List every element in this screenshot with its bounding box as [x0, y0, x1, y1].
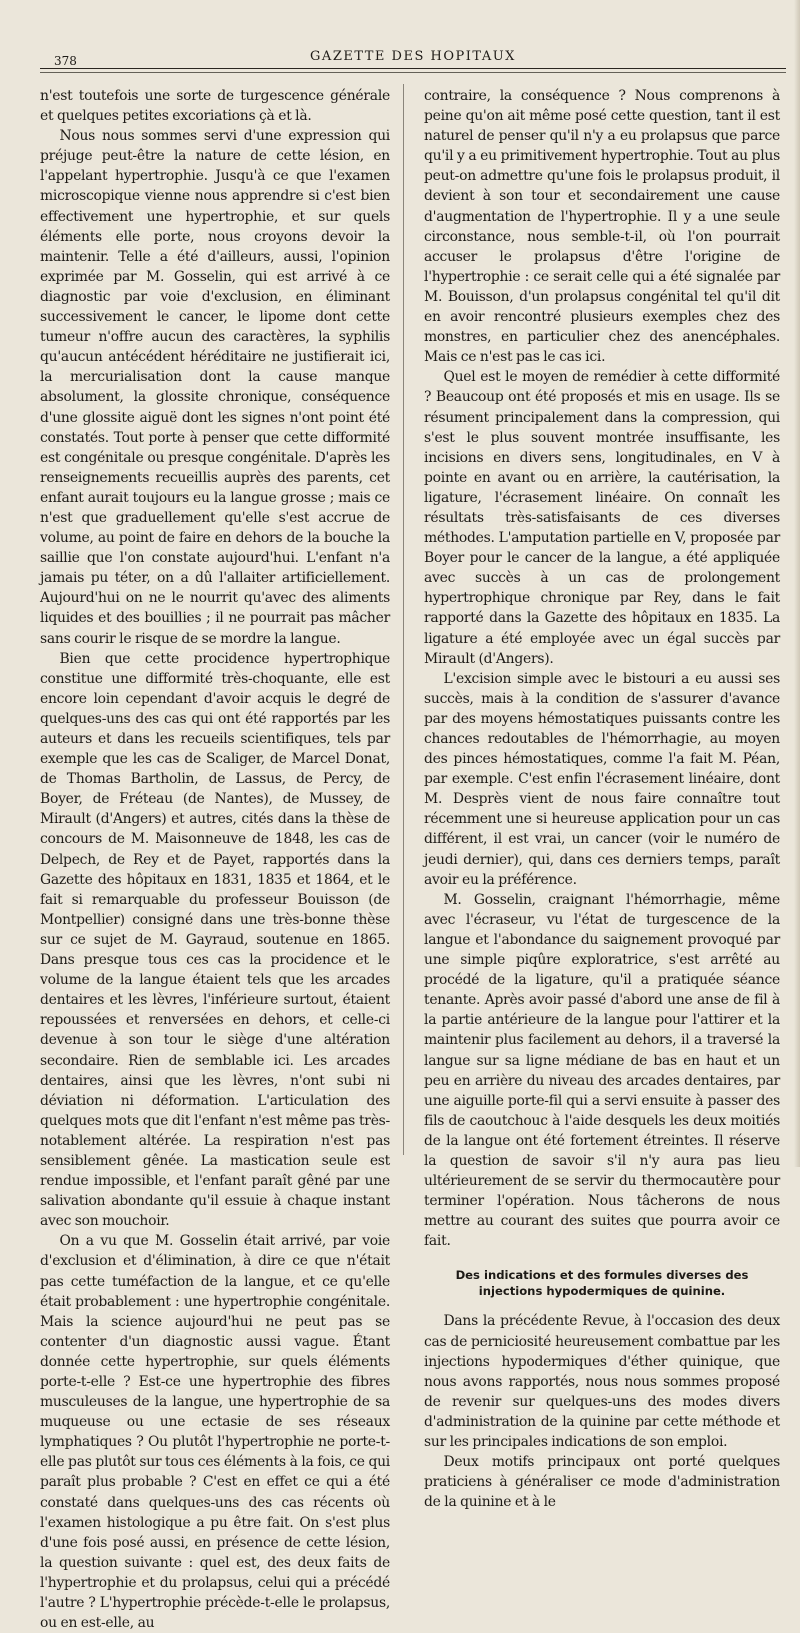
left-paragraph-4: On a vu que M. Gosselin était arrivé, par voie d'exclusion et d'élimination, à dire ce que n'était pas cette tuméfaction de la langue, et ce qu'elle était probablement : une hypertrophie congénitale. Mais la science aujourd'hui ne peut pas se contenter d'un diagnostic aussi vague. Étant donnée cette hypertrophie, sur quels éléments porte-t-elle ? Est-ce une hypertrophie des fibres musculeuses de la langue, une hypertrophie de sa muqueuse ou une ectasie de ses réseaux lymphatiques ? Ou plutôt l'hypertrophie ne porte-t-elle pas plutôt sur tous ces éléments à la fois, ce qui paraît plus probable ? C'est en effet ce qui a été constaté dans quelques-uns des cas récents où l'examen histologique a pu être fait. On s'est plus d'une fois posé aussi, en présence de cette lésion, la question suivante : quel est, des deux faits de l'hypertrophie et du prolapsus, celui qui a précédé l'autre ? L'hypertrophie précède-t-elle le prolapsus, ou en est-elle, au	[40, 1233, 390, 1632]
page-edge-shadow	[794, 0, 800, 1167]
journal-title: GAZETTE DES HOPITAUX	[310, 49, 516, 64]
section-heading: Des indications et des formules diverses des injections hypodermiques de quinine.	[455, 1268, 749, 1299]
left-paragraph-2: Nous nous sommes servi d'une expression qui préjuge peut-être la nature de cette lésion, en l'appelant hypertrophie. Jusqu'à ce que l'examen microscopique vienne nous apprendre si c'est bien effectivement une hypertrophie, et sur quels éléments elle porte, nous croyons devoir la maintenir. Telle a été d'ailleurs, aussi, l'opinion exprimée par M. Gosselin, qui est arrivé à ce diagnostic par voie d'exclusion, en éliminant successivement le cancer, le lipome dont cette tumeur n'offre aucun des caractères, la syphilis qu'aucun antécédent héréditaire ne justifierait ici, la mercurialisation dont la cause manque absolument, la glossite chronique, conséquence d'une glossite aiguë dont les signes n'ont point été constatés. Tout porte à penser que cette difformité est congénitale ou presque congénitale. D'après les renseignements recueillis auprès des parents, cet enfant aurait toujours eu la langue grosse ; mais ce n'est que graduellement qu'elle s'est accrue de volume, au point de faire en dehors de la bouche la saillie que l'on constate aujourd'hui. L'enfant n'a jamais pu téter, on a dû l'allaiter artificiellement. Aujourd'hui on ne le nourrit qu'avec des aliments liquides et des bouillies ; il ne pourrait pas mâcher sans courir le risque de se mordre la langue.	[40, 128, 390, 647]
right-paragraph-3: L'excision simple avec le bistouri a eu aussi ses succès, mais à la condition de s'assurer d'avance par des moyens hémostatiques puissants contre les chances redoutables de l'hémorrhagie, au moyen des pinces hémostatiques, comme l'a fait M. Péan, par exemple. C'est enfin l'écrasement linéaire, dont M. Desprès vient de nous faire connaître tout récemment une si heureuse application pour un cas différent, il est vrai, un cancer (voir le numéro de jeudi dernier), qui, dans ces derniers temps, paraît avoir eu la préférence.	[424, 670, 780, 888]
page-number: 378	[54, 54, 77, 68]
column-divider	[403, 84, 404, 1155]
left-paragraph-3: Bien que cette procidence hypertrophique constitue une difformité très-choquante, elle est encore loin cependant d'avoir acquis le degré de quelques-uns des cas qui ont été rapportés par les auteurs et dans les recueils scientifiques, tels par exemple que les cas de Scaliger, de Marcel Donat, de Thomas Bartholin, de Lassus, de Percy, de Boyer, de Fréteau (de Nantes), de Mussey, de Mirault (d'Angers) et autres, cités dans la thèse de concours de M. Maisonneuve de 1848, les cas de Delpech, de Rey et de Payet, rapportés dans la Gazette des hôpitaux en 1831, 1835 et 1864, et le fait si remarquable du professeur Bouisson (de Montpellier) consigné dans une très-bonne thèse sur ce sujet de M. Gayraud, soutenue en 1865. Dans presque tous ces cas la procidence et le volume de la langue étaient tels que les arcades dentaires et les lèvres, l'inférieure surtout, étaient repoussées et renversées en dehors, et celle-ci devenue à son tour le siège d'une altération secondaire. Rien de semblable ici. Les arcades dentaires, ainsi que les lèvres, n'ont subi ni déviation ni déformation. L'articulation des quelques mots que dit l'enfant n'est même pas très-notablement altérée. La respiration n'est pas sensiblement gênée. La mastication seule est rendue impossible, et l'enfant paraît gêné par une salivation abondante qu'il essuie à chaque instant avec son mouchoir.	[40, 650, 390, 1230]
left-paragraph-1: n'est toutefois une sorte de turgescence générale et quelques petites excoriations çà et là.	[40, 88, 390, 125]
section-paragraph-1: Dans la précédente Revue, à l'occasion des deux cas de perniciosité heureusement combattue par les injections hypodermiques d'éther quinique, que nous avons rapportés, nous nous sommes proposé de revenir sur quelques-uns des modes divers d'administration de la quinine par cette méthode et sur les principales indications de son emploi.	[424, 1313, 780, 1450]
right-paragraph-2: Quel est le moyen de remédier à cette difformité ? Beaucoup ont été proposés et mis en usage. Ils se résument principalement dans la compression, qui s'est le plus souvent montrée insuffisante, les incisions en divers sens, longitudinales, en V à pointe en avant ou en arrière, la cautérisation, la ligature, l'écrasement linéaire. On connaît les résultats très-satisfaisants de ces diverses méthodes. L'amputation partielle en V, proposée par Boyer pour le cancer de la langue, a été appliquée avec succès à un cas de prolongement hypertrophique chronique par Rey, dans le fait rapporté dans la Gazette des hôpitaux en 1835. La ligature a été employée avec un égal succès par Mirault (d'Angers).	[424, 369, 780, 667]
right-paragraph-4: M. Gosselin, craignant l'hémorrhagie, même avec l'écraseur, vu l'état de turgescence de la langue et l'abondance du saignement provoqué par une simple piqûre exploratrice, s'est arrêté au procédé de la ligature, qu'il a pratiquée séance tenante. Après avoir passé d'abord une anse de fil à la partie antérieure de la langue pour l'attirer et la maintenir plus facilement au dehors, il a traversé la langue sur sa ligne médiane de bas en haut et un peu en arrière du niveau des arcades dentaires, par une aiguille porte-fil qui a servi ensuite à passer des fils de caoutchouc à l'aide desquels les deux moitiés de la langue ont été fortement étreintes. Il réserve la question de savoir s'il n'y aura pas lieu ultérieurement de se servir du thermocautère pour terminer l'opération. Nous tâcherons de nous mettre au courant des suites que pourra avoir ce fait.	[424, 891, 780, 1250]
left-column	[40, 86, 390, 1633]
running-head	[40, 44, 786, 66]
right-column	[424, 86, 780, 1512]
section-paragraph-2: Deux motifs principaux ont porté quelques praticiens à généraliser ce mode d'administration de la quinine et à le	[424, 1454, 780, 1511]
header-rule-secondary	[40, 72, 786, 73]
header-rule	[40, 68, 786, 69]
right-paragraph-1: contraire, la conséquence ? Nous comprenons à peine qu'on ait même posé cette question, tant il est naturel de penser qu'il n'y a eu prolapsus que parce qu'il y a eu primitivement hypertrophie. Tout au plus peut-on admettre qu'une fois le prolapsus produit, il devient à son tour et secondairement une cause d'augmentation de l'hypertrophie. Il y a une seule circonstance, nous semble-t-il, où l'on pourrait accuser le prolapsus d'être l'origine de l'hypertrophie : ce serait celle qui a été signalée par M. Bouisson, d'un prolapsus congénital tel qu'il dit en avoir rencontré plusieurs exemples chez des monstres, en particulier chez des anencéphales. Mais ce n'est pas le cas ici.	[424, 88, 780, 366]
